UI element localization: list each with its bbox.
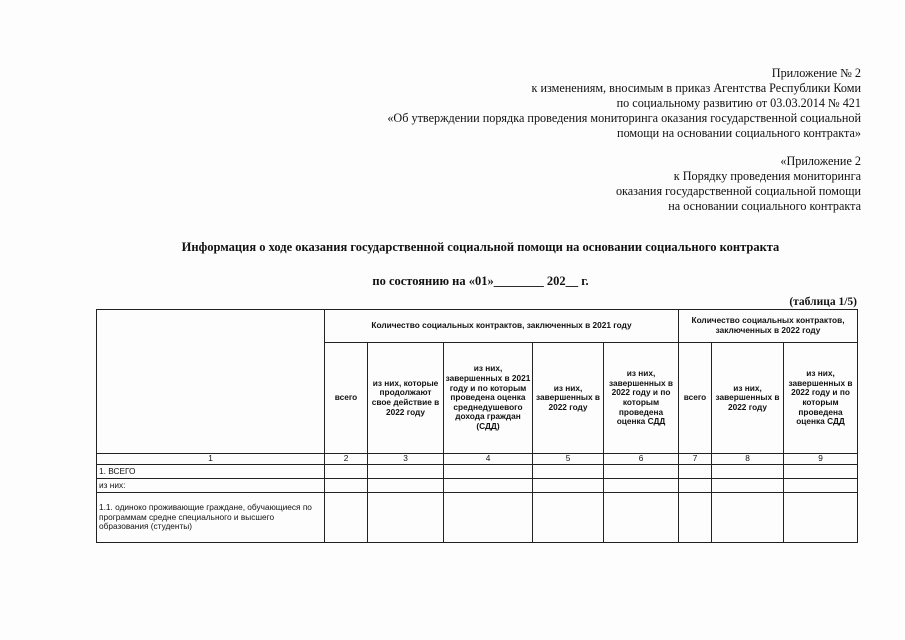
table-number-note: (таблица 1/5): [789, 296, 857, 308]
table-cell: [325, 479, 368, 493]
appendix-header-line: «Об утверждении порядка проведения мониторинга оказания государственной социальной: [387, 111, 861, 125]
table-cell: [712, 493, 784, 543]
appendix-header-line: Приложение № 2: [771, 66, 861, 80]
order-header-line: оказания государственной социальной помощи: [615, 184, 861, 198]
row-label-header-cell: [97, 310, 325, 454]
column-header: из них, завершенных в 2022 году и по которым проведена оценка СДД: [604, 343, 679, 454]
group-header-2022: Количество социальных контрактов, заключенных в 2022 году: [679, 310, 858, 343]
table-cell: [604, 493, 679, 543]
appendix-header-line: по социальному развитию от 03.03.2014 № 421: [616, 96, 861, 110]
table-cell: [325, 493, 368, 543]
appendix-header-line: помощи на основании социального контракта»: [617, 126, 861, 140]
appendix-header: [387, 66, 861, 141]
table-row: [97, 493, 858, 543]
table-cell: [533, 465, 604, 479]
document-title: Информация о ходе оказания государственной социальной помощи на основании социального контракта: [181, 240, 780, 254]
table-cell: [784, 465, 858, 479]
table-cell: [444, 465, 533, 479]
column-header: всего: [325, 343, 368, 454]
column-number: 5: [533, 454, 604, 465]
table-cell: [679, 465, 712, 479]
table-cell: [444, 479, 533, 493]
table-cell: [679, 479, 712, 493]
appendix-header-line: к изменениям, вносимым в приказ Агентства Республики Коми: [531, 81, 861, 95]
column-header: из них, завершенных в 2021 году и по которым проведена оценка среднедушевого дохода граждан (СДД): [444, 343, 533, 454]
table-cell: [712, 465, 784, 479]
column-number: 8: [712, 454, 784, 465]
order-header-line: «Приложение 2: [780, 154, 861, 168]
monitoring-table: [96, 309, 858, 543]
column-header: из них, завершенных в 2022 году: [533, 343, 604, 454]
table-row: [97, 465, 858, 479]
column-header: всего: [679, 343, 712, 454]
table-cell: [784, 479, 858, 493]
report-date-line: по состоянию на «01»________ 202__ г.: [372, 274, 589, 288]
column-number: 3: [368, 454, 444, 465]
column-number: 1: [97, 454, 325, 465]
table-cell: [604, 479, 679, 493]
table-cell: [325, 465, 368, 479]
table-cell: [368, 493, 444, 543]
row-label: 1. ВСЕГО: [97, 465, 325, 479]
table-cell: [679, 493, 712, 543]
table-cell: [368, 465, 444, 479]
row-label: из них:: [97, 479, 325, 493]
row-label: 1.1. одиноко проживающие граждане, обучающиеся по программам средне специального и высшего образования (студенты): [97, 493, 325, 543]
order-header-line: на основании социального контракта: [668, 199, 861, 213]
table-cell: [784, 493, 858, 543]
table-cell: [533, 479, 604, 493]
table-cell: [604, 465, 679, 479]
column-number: 2: [325, 454, 368, 465]
column-number: 6: [604, 454, 679, 465]
table-cell: [533, 493, 604, 543]
column-header: из них, завершенных в 2022 году: [712, 343, 784, 454]
column-number: 9: [784, 454, 858, 465]
group-header-2021: Количество социальных контрактов, заключенных в 2021 году: [325, 310, 679, 343]
order-header-line: к Порядку проведения мониторинга: [673, 169, 861, 183]
column-header: из них, завершенных в 2022 году и по которым проведена оценка СДД: [784, 343, 858, 454]
column-header: из них, которые продолжают свое действие в 2022 году: [368, 343, 444, 454]
column-number: 7: [679, 454, 712, 465]
table-row: [97, 479, 858, 493]
table-cell: [444, 493, 533, 543]
table-cell: [712, 479, 784, 493]
order-header: [616, 154, 861, 214]
table-cell: [368, 479, 444, 493]
column-number: 4: [444, 454, 533, 465]
